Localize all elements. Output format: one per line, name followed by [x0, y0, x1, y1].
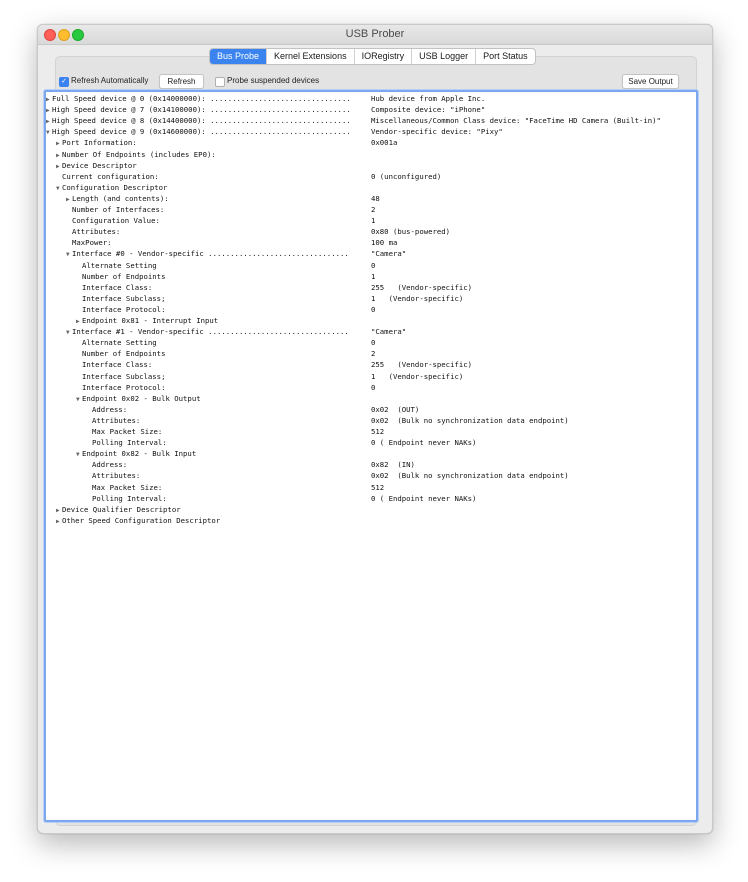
outline-row-label: Endpoint 0x82 - Bulk Input — [82, 449, 197, 459]
outline-row[interactable] — [46, 271, 696, 282]
outline-row-label: Interface #0 - Vendor-specific ................................ — [72, 249, 349, 259]
outline-row-value: 1 (Vendor-specific) — [371, 293, 464, 303]
disclosure-expanded-icon[interactable]: ▼ — [56, 184, 60, 192]
outline-row[interactable] — [46, 260, 696, 271]
outline-row-label: High Speed device @ 9 (0x14600000): ................................ — [52, 127, 351, 137]
outline-row-value: 0x02 (Bulk no synchronization data endpoint) — [371, 415, 569, 425]
outline-row-label: Interface Subclass; — [82, 293, 166, 303]
outline-row-value: 0 ( Endpoint never NAKs) — [371, 438, 477, 448]
outline-row-label: Address: — [92, 460, 128, 470]
disclosure-expanded-icon[interactable]: ▼ — [76, 395, 80, 403]
outline-row-label: Full Speed device @ 0 (0x14000000): ................................ — [52, 94, 351, 103]
outline-row-value: 1 — [371, 216, 376, 226]
outline-row-label: Number of Endpoints — [82, 271, 166, 281]
outline-row-value: 2 — [371, 349, 376, 359]
outline-row-label: Number Of Endpoints (includes EP0): — [62, 149, 216, 159]
outline-row[interactable] — [46, 171, 696, 182]
outline-row[interactable] — [46, 437, 696, 448]
outline-row-value: 255 (Vendor-specific) — [371, 360, 473, 370]
outline-row-label: Attributes: — [92, 471, 141, 481]
outline-row[interactable] — [46, 371, 696, 382]
outline-row[interactable] — [46, 482, 696, 493]
outline-row-value: 1 (Vendor-specific) — [371, 371, 464, 381]
disclosure-expanded-icon[interactable]: ▼ — [76, 451, 80, 459]
outline-row-label: Configuration Value: — [72, 216, 160, 226]
outline-row[interactable] — [46, 226, 696, 237]
outline-row[interactable] — [46, 504, 696, 515]
outline-row-value: "Camera" — [371, 249, 407, 259]
outline-row[interactable] — [46, 93, 696, 104]
outline-row[interactable] — [46, 204, 696, 215]
disclosure-expanded-icon[interactable]: ▼ — [46, 129, 50, 137]
outline-row-label: Interface Class: — [82, 282, 153, 292]
outline-row[interactable] — [46, 448, 696, 459]
tab-ioregistry[interactable]: IORegistry — [354, 49, 412, 64]
outline-row-label: Number of Interfaces: — [72, 205, 165, 214]
disclosure-collapsed-icon[interactable]: ▶ — [76, 318, 80, 325]
outline-row-value: 0 (unconfigured) — [371, 171, 442, 181]
outline-row[interactable] — [46, 393, 696, 404]
outline-row-value: 1 — [371, 271, 376, 281]
outline-row[interactable] — [46, 326, 696, 337]
outline-row-label: Max Packet Size: — [92, 427, 163, 436]
outline-row-label: Endpoint 0x81 - Interrupt Input — [82, 316, 219, 325]
outline-row-value: 0 — [371, 304, 376, 314]
outline-row[interactable] — [46, 126, 696, 137]
outline-row[interactable] — [46, 137, 696, 148]
title-bar — [38, 25, 712, 45]
outline-row-value: 0x001a — [371, 138, 398, 148]
outline-row[interactable] — [46, 382, 696, 393]
outline-row-label: Address: — [92, 404, 128, 414]
outline-row[interactable] — [46, 237, 696, 248]
probe-suspended-checkbox[interactable] — [215, 77, 225, 87]
outline-row-label: High Speed device @ 8 (0x14400000): ................................ — [52, 116, 351, 126]
outline-row-value: Composite device: "iPhone" — [371, 105, 486, 115]
outline-row-label: Length (and contents): — [72, 193, 169, 203]
outline-row[interactable] — [46, 248, 696, 259]
outline-row[interactable] — [46, 282, 696, 293]
outline-row-value: 0x80 (bus-powered) — [371, 227, 451, 237]
outline-row-label: MaxPower: — [72, 238, 112, 248]
outline-row[interactable] — [46, 182, 696, 193]
outline-row-value: 255 (Vendor-specific) — [371, 282, 473, 292]
outline-row-label: Attributes: — [72, 227, 121, 237]
outline-row-label: Other Speed Configuration Descriptor — [62, 515, 221, 525]
disclosure-expanded-icon[interactable]: ▼ — [66, 329, 70, 337]
outline-row[interactable] — [46, 493, 696, 504]
outline-row-value: 0x82 (IN) — [371, 460, 415, 470]
outline-row-label: Interface Subclass; — [82, 371, 166, 381]
toolbar — [58, 74, 692, 90]
outline-row[interactable] — [46, 426, 696, 437]
outline-row-label: Interface Class: — [82, 360, 153, 370]
outline-row[interactable] — [46, 115, 696, 126]
refresh-automatically-label: Refresh Automatically — [71, 76, 149, 85]
tab-port-status[interactable]: Port Status — [475, 49, 535, 64]
outline-row-value: 512 — [371, 482, 385, 492]
outline-row-label: Interface #1 - Vendor-specific ................................ — [72, 327, 349, 337]
outline-row[interactable] — [46, 459, 696, 470]
outline-row-value: Miscellaneous/Common Class device: "FaceTime HD Camera (Built-in)" — [371, 116, 661, 126]
tab-bus-probe[interactable]: Bus Probe — [210, 49, 266, 64]
outline-row-value: Hub device from Apple Inc. — [371, 94, 486, 103]
disclosure-collapsed-icon[interactable]: ▶ — [66, 195, 70, 203]
outline-row-value: 0 ( Endpoint never NAKs) — [371, 493, 477, 503]
outline-row-value: 0x02 (OUT) — [371, 404, 420, 414]
outline-row[interactable] — [46, 293, 696, 304]
outline-row[interactable] — [46, 160, 696, 171]
disclosure-collapsed-icon[interactable]: ▶ — [56, 517, 60, 525]
outline-row-label: Max Packet Size: — [92, 482, 163, 492]
outline-row[interactable] — [46, 149, 696, 160]
outline-row[interactable] — [46, 359, 696, 370]
outline-row-label: Polling Interval: — [92, 493, 167, 503]
save-output-button[interactable]: Save Output — [622, 74, 679, 89]
outline-row[interactable] — [46, 215, 696, 226]
outline-row-value: 0 — [371, 382, 376, 392]
outline-row-label: Alternate Setting — [82, 338, 157, 348]
disclosure-collapsed-icon[interactable]: ▶ — [56, 140, 60, 148]
outline-row[interactable] — [46, 348, 696, 359]
outline-row[interactable] — [46, 337, 696, 348]
tab-kernel-extensions[interactable]: Kernel Extensions — [266, 49, 354, 64]
disclosure-collapsed-icon[interactable]: ▶ — [46, 96, 50, 103]
outline-row-value: 0 — [371, 260, 376, 270]
probe-suspended-label: Probe suspended devices — [227, 76, 320, 85]
outline-row-value: 100 ma — [371, 238, 398, 248]
outline-row[interactable] — [46, 515, 696, 526]
outline-row-label: Attributes: — [92, 415, 141, 425]
refresh-automatically-checkbox[interactable]: ✓ — [59, 77, 69, 87]
outline-row-label: Number of Endpoints — [82, 349, 166, 359]
usb-prober-window — [37, 24, 713, 834]
tab-usb-logger[interactable]: USB Logger — [411, 49, 475, 64]
outline-row[interactable] — [46, 315, 696, 326]
outline-row-value: 0 — [371, 338, 376, 348]
outline-row[interactable] — [46, 470, 696, 481]
outline-row-label: Current configuration: — [62, 171, 159, 181]
disclosure-collapsed-icon[interactable]: ▶ — [46, 118, 50, 126]
refresh-button[interactable]: Refresh — [159, 74, 204, 89]
outline-row-label: Configuration Descriptor — [62, 182, 168, 192]
outline-row[interactable] — [46, 104, 696, 115]
disclosure-expanded-icon[interactable]: ▼ — [66, 251, 70, 259]
outline-row-label: Polling Interval: — [92, 438, 167, 448]
outline-row-label: Alternate Setting — [82, 260, 157, 270]
outline-row-value: "Camera" — [371, 327, 407, 337]
disclosure-collapsed-icon[interactable]: ▶ — [46, 107, 50, 115]
outline-row-value: 0x02 (Bulk no synchronization data endpoint) — [371, 471, 569, 481]
window-title: USB Prober — [345, 28, 405, 40]
outline-row-label: High Speed device @ 7 (0x14100000): ................................ — [52, 105, 351, 115]
outline-row-label: Endpoint 0x02 - Bulk Output — [82, 393, 201, 403]
outline-row-value: Vendor-specific device: "Pixy" — [371, 127, 503, 137]
disclosure-collapsed-icon[interactable]: ▶ — [56, 506, 60, 514]
outline-row[interactable] — [46, 415, 696, 426]
outline-row-value: 2 — [371, 205, 376, 214]
outline-row-label: Interface Protocol: — [82, 304, 166, 314]
outline-row[interactable] — [46, 193, 696, 204]
outline-row-value: 48 — [371, 193, 380, 203]
outline-row-label: Port Information: — [62, 138, 137, 148]
outline-row-value: 512 — [371, 427, 385, 436]
outline-row-label: Interface Protocol: — [82, 382, 166, 392]
outline-row[interactable] — [46, 404, 696, 415]
outline-row-label: Device Descriptor — [62, 160, 137, 170]
outline-row-label: Device Qualifier Descriptor — [62, 504, 181, 514]
bus-probe-outline-view[interactable] — [44, 90, 698, 822]
disclosure-collapsed-icon[interactable]: ▶ — [56, 162, 60, 170]
disclosure-collapsed-icon[interactable]: ▶ — [56, 151, 60, 159]
outline-row[interactable] — [46, 304, 696, 315]
tab-bar — [209, 48, 536, 65]
